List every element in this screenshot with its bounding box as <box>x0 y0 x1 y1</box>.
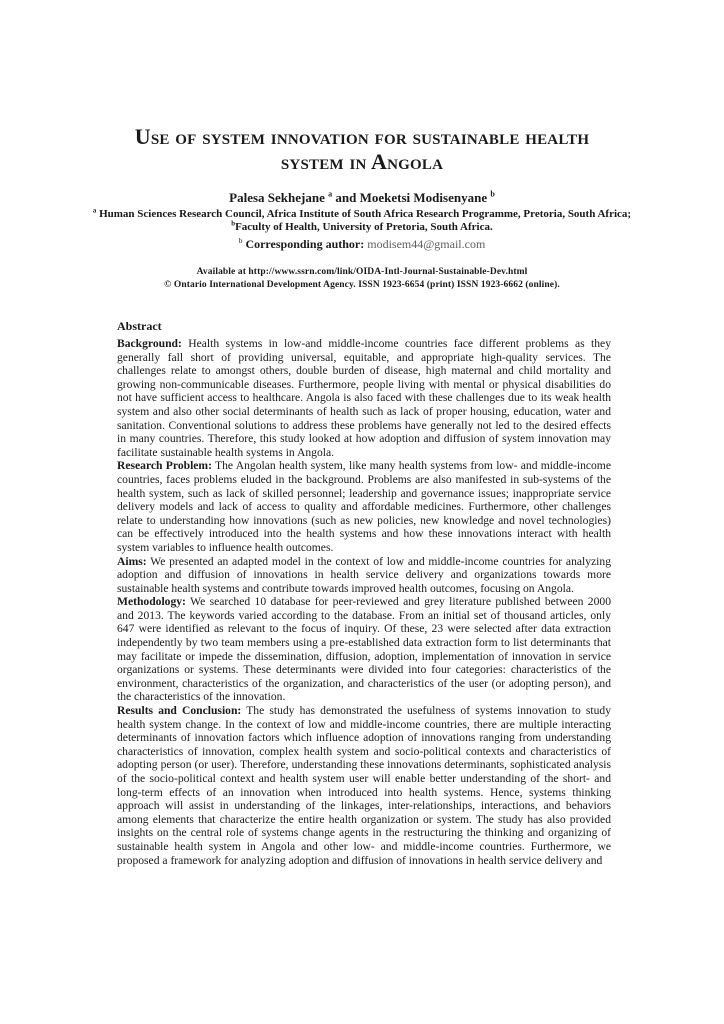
paragraph-text-aims: We presented an adapted model in the context of low and middle-income countries for analyzing adoption and diffusion of innovations in health service delivery and organizations towards more sustainable health systems and contribute towards improved health outcomes, focusing on Angola. <box>117 554 611 595</box>
author-2-name: Moeketsi Modisenyane <box>359 190 488 205</box>
paper-title <box>0 124 724 174</box>
affiliation-a <box>0 208 724 221</box>
paragraph-label-methodology: Methodology: <box>117 595 186 609</box>
paragraph-text-results-conclusion: The study has demonstrated the usefulness of systems innovation to study health system change. In the context of low and middle-income countries, there are multiple interacting determinants of innovation factors which influence adoption of innovations ranging from understanding characteristics of innovation, complex health system and socio-political contexts and characteristics of adopting person (or user). Therefore, understanding these innovations determinants, sophisticated analysis of the socio-political context and health system user will enable better understanding of the short- and long-term effects of an innovation when introduced into health systems. Hence, systems thinking approach will assist in understanding of the linkages, inter-relationships, interactions, and behaviors among elements that characterize the entire health organization or system. The study has also provided insights on the central role of systems change agents in the restructuring the thinking and organizing of sustainable health system in Angola and other low- and middle-income countries. Furthermore, we proposed a framework for analyzing adoption and diffusion of innovations in health service delivery and <box>117 704 611 867</box>
affiliation-b-text: Faculty of Health, University of Pretoria, South Africa. <box>235 221 493 233</box>
corresponding-author-label: Corresponding author: <box>245 237 365 251</box>
copyright-issn-line: © Ontario International Development Agency. ISSN 1923-6654 (print) ISSN 1923-6662 (online). <box>164 279 560 290</box>
abstract-paragraph-background <box>117 337 611 459</box>
author-1-name: Palesa Sekhejane <box>229 190 325 205</box>
paper-title-line-2: system in Angola <box>280 149 444 174</box>
paragraph-text-methodology: We searched 10 database for peer-reviewed and grey literature published between 2000 and 2013. The keywords varied according to the database. From an initial set of thousand articles, only 647 were identified as relevant to the focus of inquiry. Of these, 23 were selected after data extraction independently by two team members using a pre-established data extraction form to list determinants that may facilitate or impede the dissemination, diffusion, adoption, implementation of innovation in service organizations or systems. These determinants were divided into four categories: characteristics of the environment, characteristics of the organization, and characteristics of the user (or adopting person), and the characteristics of the innovation. <box>117 595 611 704</box>
paper-title-line-1: Use of system innovation for sustainable health <box>134 124 590 149</box>
authors-joiner: and <box>335 190 357 205</box>
paragraph-text-research-problem: The Angolan health system, like many health systems from low- and middle-income countries, faces problems eluded in the background. Problems are also manifested in sub-systems of the health system, such as lack of skilled personnel; leadership and governance issues; inappropriate service delivery models and lack of access to quality and affordable medicines. Furthermore, other challenges relate to understanding how innovations (such as new policies, new knowledge and novel technologies) can be effectively introduced into the health systems and how these innovations interact with health system variables to influence health outcomes. <box>117 459 611 554</box>
abstract-heading: Abstract <box>117 319 162 333</box>
corresponding-author-mark: b <box>238 236 243 245</box>
paragraph-label-results-conclusion: Results and Conclusion: <box>117 704 242 718</box>
availability-block <box>0 266 724 291</box>
paragraph-label-background: Background: <box>117 337 182 350</box>
abstract-paragraph-results-conclusion <box>117 704 611 867</box>
authors-line <box>0 190 724 206</box>
abstract-section <box>117 319 611 867</box>
author-2-affiliation-mark: b <box>490 189 495 199</box>
affiliation-a-text: Human Sciences Research Council, Africa Institute of South Africa Research Programme, Pretoria, South Africa; <box>99 208 632 220</box>
abstract-paragraph-research-problem <box>117 459 611 554</box>
affiliation-b-mark: b <box>231 220 236 228</box>
abstract-paragraph-aims <box>117 555 611 596</box>
abstract-paragraph-methodology <box>117 595 611 704</box>
paragraph-label-research-problem: Research Problem: <box>117 459 212 473</box>
corresponding-author-email: modisem44@gmail.com <box>367 237 486 251</box>
corresponding-author-line <box>0 237 724 252</box>
availability-url-line: Available at http://www.ssrn.com/link/OIDA-Intl-Journal-Sustainable-Dev.html <box>196 267 528 277</box>
paragraph-label-aims: Aims: <box>117 554 147 568</box>
author-1-affiliation-mark: a <box>328 189 333 199</box>
paragraph-text-background: Health systems in low-and middle-income countries face different problems as they generally fall short of providing universal, equitable, and appropriate high-quality services. The challenges relate to amongst others, double burden of disease, high maternal and child mortality and growing non-communicable diseases. Furthermore, people living with mental or physical disabilities do not have sufficient access to healthcare. Angola is also faced with these challenges due to its weak health system and also other social determinants of health such as lack of proper housing, education, water and sanitation. Conventional solutions to address these problems have generally not led to the desired effects in many countries. Therefore, this study looked at how adoption and diffusion of system innovation may facilitate sustainable health systems in Angola. <box>117 337 611 459</box>
affiliation-a-mark: a <box>92 207 97 215</box>
affiliation-b <box>0 221 724 234</box>
